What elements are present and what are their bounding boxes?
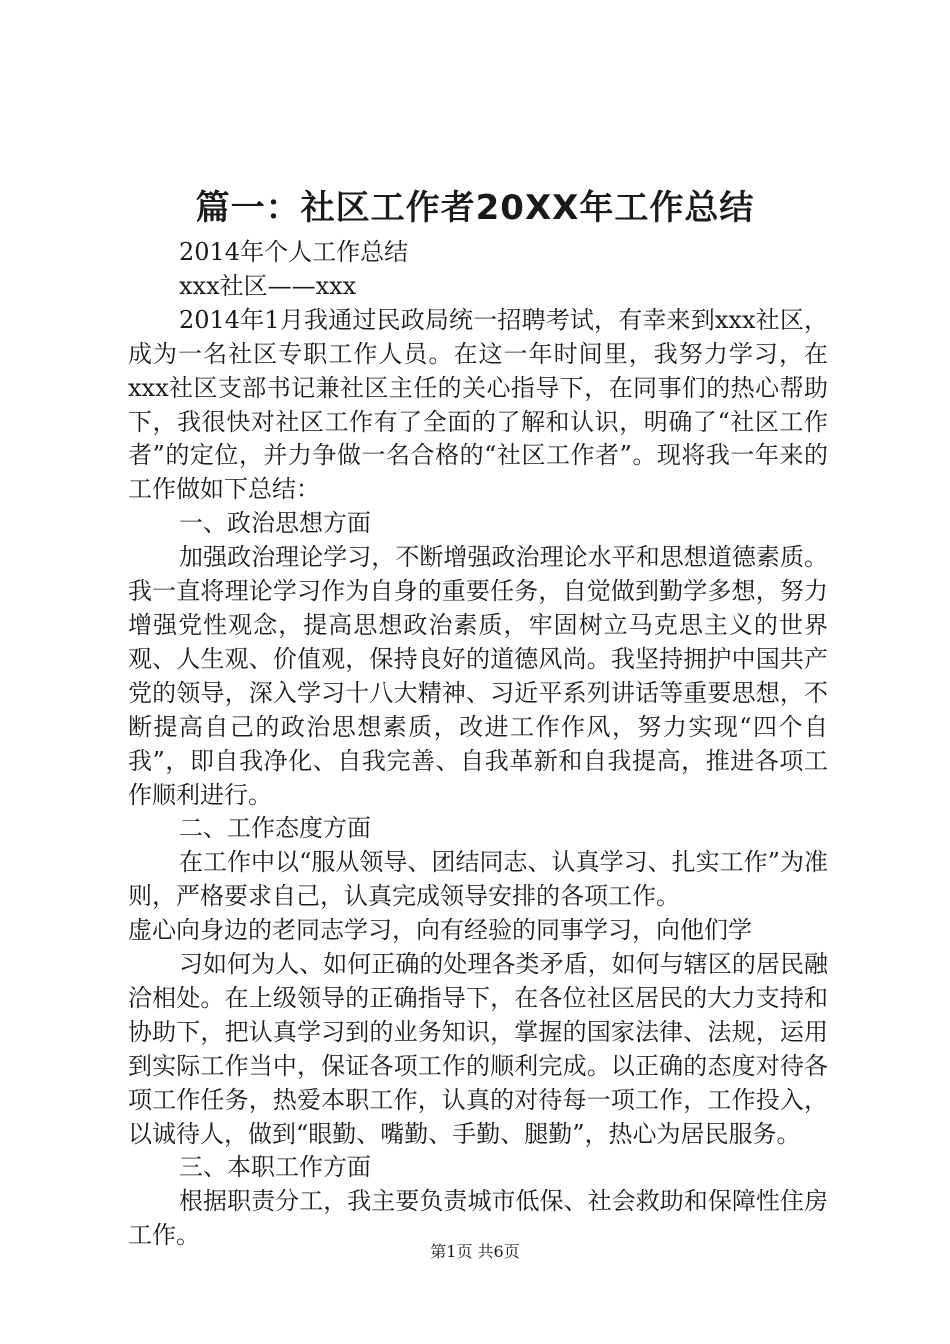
attitude-paragraph-2: 习如何为人、如何正确的处理各类矛盾，如何与辖区的居民融洽相处。在上级领导的正确指导下，在各位社区居民的大力支持和协助下，把认真学习到的业务知识，掌握的国家法律、法规，运用到实际工作当中，保证各项工作的顺利完成。以正确的态度对待各项工作任务，热爱本职工作，认真的对待每一项工作，工作投入，以诚待人，做到“眼勤、嘴勤、手勤、腿勤”，热心为居民服务。: [128, 950, 828, 1148]
subtitle-year-summary: 2014年个人工作总结: [179, 238, 409, 266]
document-title: 篇一：社区工作者20XX年工作总结: [195, 188, 755, 228]
section-heading-politics: 一、政治思想方面: [179, 509, 371, 538]
politics-paragraph: 加强政治理论学习，不断增强政治理论水平和思想道德素质。我一直将理论学习作为自身的重要任务，自觉做到勤学多想，努力增强党性观念，提高思想政治素质，牢固树立马克思主义的世界观、人生观、价值观，保持良好的道德风尚。我坚持拥护中国共产党的领导，深入学习十八大精神、习近平系列讲话等重要思想，不断提高自己的政治思想素质，改进工作作风，努力实现“四个自我”，即自我净化、自我完善、自我革新和自我提高，推进各项工作顺利进行。: [128, 543, 828, 809]
section-heading-attitude: 二、工作态度方面: [179, 814, 371, 843]
document-body: [128, 236, 828, 1253]
intro-paragraph: 2014年1月我通过民政局统一招聘考试，有幸来到xxx社区，成为一名社区专职工作人员。在这一年时间里，我努力学习，在xxx社区支部书记兼社区主任的关心指导下，在同事们的热心帮助下，我很快对社区工作有了全面的了解和认识，明确了“社区工作者”的定位，并力争做一名合格的“社区工作者”。现将我一年来的工作做如下总结：: [128, 305, 828, 504]
page-number-footer: 第1页 共6页: [430, 1242, 520, 1261]
attitude-paragraph: 在工作中以“服从领导、团结同志、认真学习、扎实工作”为准则，严格要求自己，认真完成领导安排的各项工作。: [128, 848, 828, 911]
attitude-paragraph-continued: 虚心向身边的老同志学习，向有经验的同事学习，向他们学: [128, 916, 752, 945]
duties-paragraph: 根据职责分工，我主要负责城市低保、社会救助和保障性住房工作。: [128, 1187, 828, 1250]
author-line: xxx社区——xxx: [179, 271, 357, 300]
section-heading-duties: 三、本职工作方面: [179, 1153, 371, 1182]
